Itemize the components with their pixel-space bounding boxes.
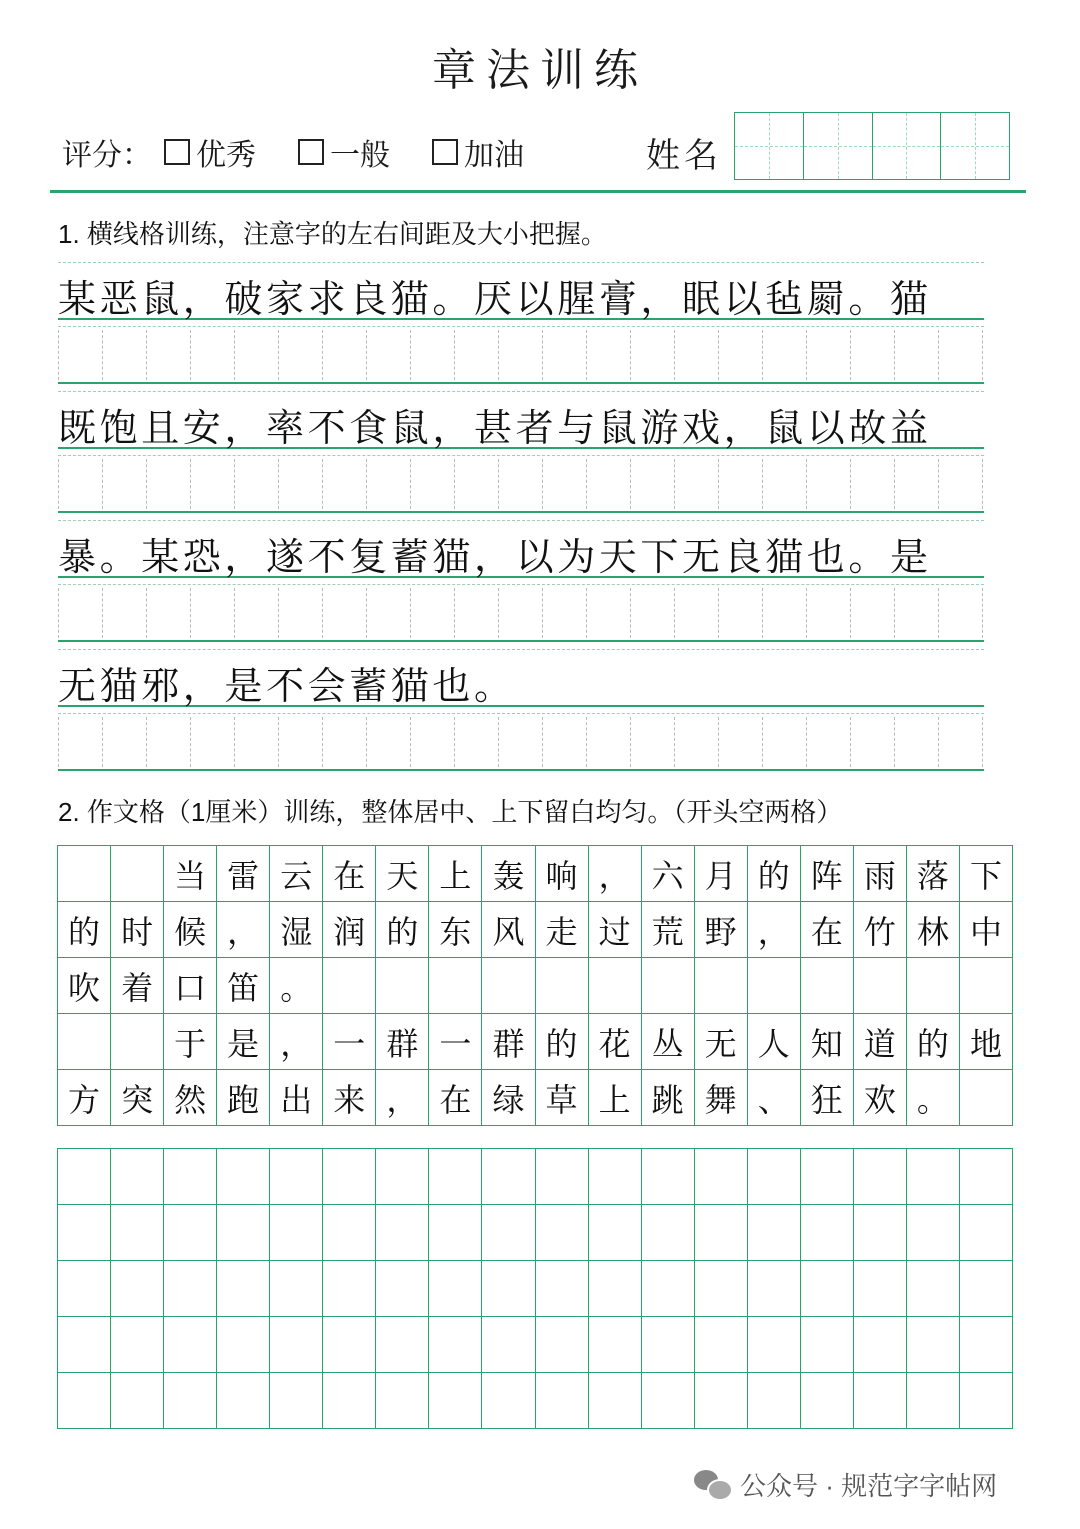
grid-cell-empty[interactable] (960, 1149, 1013, 1205)
grid-cell: 时 (111, 902, 164, 958)
grid-cell-empty[interactable] (536, 1149, 589, 1205)
grid-cell: 出 (270, 1070, 323, 1126)
grid-cell: 笛 (217, 958, 270, 1014)
practice-line-text: 某恶鼠，破家求良猫。厌以腥膏，眠以毡罽。猫 (58, 277, 932, 321)
grid-cell: 月 (695, 846, 748, 902)
grid-cell-empty[interactable] (801, 1317, 854, 1373)
grid-cell: 雷 (217, 846, 270, 902)
grid-cell: 的 (58, 902, 111, 958)
grid-cell (960, 958, 1013, 1014)
grid-cell (589, 958, 642, 1014)
grid-cell: 在 (801, 902, 854, 958)
grid-cell-empty[interactable] (164, 1317, 217, 1373)
grid-cell: 下 (960, 846, 1013, 902)
grid-cell (111, 846, 164, 902)
grid-cell-empty[interactable] (111, 1373, 164, 1429)
grid-cell: 是 (217, 1014, 270, 1070)
grid-cell-empty[interactable] (960, 1317, 1013, 1373)
practice-line-filled (58, 262, 984, 320)
grid-cell: 知 (801, 1014, 854, 1070)
grid-cell: 林 (907, 902, 960, 958)
grid-cell-empty[interactable] (589, 1205, 642, 1261)
practice-line-text: 既饱且安，率不食鼠，甚者与鼠游戏，鼠以故益 (58, 406, 932, 450)
rating-option-label: 一般 (330, 138, 390, 173)
grid-cell-empty[interactable] (429, 1373, 482, 1429)
grid-cell-empty[interactable] (801, 1205, 854, 1261)
composition-grid-empty[interactable] (57, 1148, 1013, 1429)
practice-line-text: 暴。某恐，遂不复蓄猫，以为天下无良猫也。是 (58, 535, 932, 579)
grid-cell-empty[interactable] (536, 1373, 589, 1429)
grid-cell: 雨 (854, 846, 907, 902)
practice-line-filled (58, 391, 984, 449)
grid-cell-empty[interactable] (642, 1317, 695, 1373)
grid-cell-empty[interactable] (164, 1261, 217, 1317)
header-divider (50, 190, 1026, 193)
practice-line-empty[interactable] (58, 326, 984, 384)
grid-cell: 润 (323, 902, 376, 958)
footer-text: 公众号 · 规范字字帖网 (740, 1471, 998, 1501)
grid-cell-empty[interactable] (217, 1373, 270, 1429)
section1-instruction: 1. 横线格训练，注意字的左右间距及大小把握。 (58, 219, 607, 249)
grid-cell-empty[interactable] (376, 1205, 429, 1261)
name-label: 姓名 (646, 136, 722, 176)
grid-cell: 荒 (642, 902, 695, 958)
grid-cell-empty[interactable] (854, 1373, 907, 1429)
grid-cell: 竹 (854, 902, 907, 958)
grid-cell: 阵 (801, 846, 854, 902)
rating-option-excellent[interactable] (164, 130, 256, 174)
grid-cell: 吹 (58, 958, 111, 1014)
grid-cell-empty[interactable] (960, 1205, 1013, 1261)
practice-line-text: 无猫邪，是不会蓄猫也。 (58, 664, 516, 708)
grid-cell (801, 958, 854, 1014)
composition-grid-filled (57, 845, 1013, 1126)
grid-cell: 轰 (482, 846, 535, 902)
grid-cell: 的 (376, 902, 429, 958)
practice-line-filled (58, 520, 984, 578)
grid-cell-empty[interactable] (323, 1261, 376, 1317)
grid-cell-empty[interactable] (642, 1261, 695, 1317)
rating-row (62, 130, 566, 174)
grid-cell: 在 (429, 1070, 482, 1126)
grid-cell-empty[interactable] (748, 1205, 801, 1261)
grid-cell-empty[interactable] (58, 1261, 111, 1317)
grid-cell: 草 (536, 1070, 589, 1126)
name-input-grid[interactable] (734, 112, 1010, 180)
grid-cell: ， (589, 846, 642, 902)
rating-label: 评分： (62, 138, 152, 173)
grid-cell (642, 958, 695, 1014)
grid-cell-empty[interactable] (589, 1261, 642, 1317)
grid-cell-empty[interactable] (482, 1317, 535, 1373)
page-title: 章法训练 (432, 45, 648, 96)
grid-cell: ， (376, 1070, 429, 1126)
grid-cell-empty[interactable] (58, 1149, 111, 1205)
grid-cell: 口 (164, 958, 217, 1014)
grid-cell-empty[interactable] (854, 1205, 907, 1261)
grid-cell-empty[interactable] (270, 1373, 323, 1429)
grid-cell: 、 (748, 1070, 801, 1126)
grid-cell: ， (217, 902, 270, 958)
grid-cell: 跳 (642, 1070, 695, 1126)
grid-cell-empty[interactable] (58, 1373, 111, 1429)
grid-cell: 落 (907, 846, 960, 902)
grid-cell-empty[interactable] (164, 1373, 217, 1429)
grid-cell-empty[interactable] (695, 1149, 748, 1205)
grid-cell-empty[interactable] (960, 1261, 1013, 1317)
footer-watermark (694, 1466, 997, 1503)
grid-cell: 于 (164, 1014, 217, 1070)
grid-cell (695, 958, 748, 1014)
checkbox-average[interactable] (298, 139, 324, 165)
grid-cell-empty[interactable] (695, 1317, 748, 1373)
grid-cell: 地 (960, 1014, 1013, 1070)
grid-cell-empty[interactable] (748, 1317, 801, 1373)
practice-line-empty[interactable] (58, 455, 984, 513)
grid-cell-empty[interactable] (907, 1261, 960, 1317)
grid-cell: 道 (854, 1014, 907, 1070)
grid-cell: 当 (164, 846, 217, 902)
grid-cell (536, 958, 589, 1014)
grid-cell: 舞 (695, 1070, 748, 1126)
grid-cell-empty[interactable] (748, 1149, 801, 1205)
grid-cell: 群 (376, 1014, 429, 1070)
grid-cell-empty[interactable] (164, 1205, 217, 1261)
grid-cell-empty[interactable] (323, 1317, 376, 1373)
grid-cell: 上 (429, 846, 482, 902)
grid-cell-empty[interactable] (323, 1149, 376, 1205)
grid-cell-empty[interactable] (854, 1149, 907, 1205)
grid-cell-empty[interactable] (536, 1317, 589, 1373)
grid-cell-empty[interactable] (270, 1317, 323, 1373)
grid-cell: 风 (482, 902, 535, 958)
grid-cell: ， (270, 1014, 323, 1070)
grid-cell-empty[interactable] (482, 1373, 535, 1429)
grid-cell-empty[interactable] (642, 1205, 695, 1261)
grid-cell-empty[interactable] (270, 1261, 323, 1317)
practice-line-empty[interactable] (58, 584, 984, 642)
grid-cell: 野 (695, 902, 748, 958)
grid-cell: 然 (164, 1070, 217, 1126)
grid-cell: 一 (323, 1014, 376, 1070)
grid-cell: 一 (429, 1014, 482, 1070)
grid-cell: 丛 (642, 1014, 695, 1070)
grid-cell (907, 958, 960, 1014)
grid-cell: 的 (748, 846, 801, 902)
grid-cell-empty[interactable] (164, 1149, 217, 1205)
grid-cell: 六 (642, 846, 695, 902)
grid-cell-empty[interactable] (589, 1317, 642, 1373)
grid-cell-empty[interactable] (482, 1261, 535, 1317)
grid-cell: 群 (482, 1014, 535, 1070)
grid-cell-empty[interactable] (376, 1373, 429, 1429)
grid-cell: 花 (589, 1014, 642, 1070)
grid-cell-empty[interactable] (907, 1373, 960, 1429)
grid-cell-empty[interactable] (376, 1317, 429, 1373)
grid-cell-empty[interactable] (429, 1317, 482, 1373)
grid-cell: 候 (164, 902, 217, 958)
grid-cell-empty[interactable] (695, 1261, 748, 1317)
grid-cell-empty[interactable] (536, 1205, 589, 1261)
practice-line-filled (58, 649, 984, 707)
grid-cell: 人 (748, 1014, 801, 1070)
grid-cell-empty[interactable] (429, 1261, 482, 1317)
grid-cell-empty[interactable] (695, 1205, 748, 1261)
grid-cell-empty[interactable] (270, 1149, 323, 1205)
grid-cell: 方 (58, 1070, 111, 1126)
grid-cell-empty[interactable] (801, 1149, 854, 1205)
grid-cell-empty[interactable] (907, 1317, 960, 1373)
grid-cell: 过 (589, 902, 642, 958)
grid-cell-empty[interactable] (58, 1317, 111, 1373)
grid-cell: 。 (907, 1070, 960, 1126)
grid-cell: 。 (270, 958, 323, 1014)
grid-cell-empty[interactable] (536, 1261, 589, 1317)
grid-cell-empty[interactable] (111, 1317, 164, 1373)
grid-cell-empty[interactable] (376, 1261, 429, 1317)
grid-cell (854, 958, 907, 1014)
grid-cell-empty[interactable] (376, 1149, 429, 1205)
grid-cell: 的 (907, 1014, 960, 1070)
grid-cell-empty[interactable] (854, 1317, 907, 1373)
grid-cell-empty[interactable] (217, 1317, 270, 1373)
grid-cell-empty[interactable] (854, 1261, 907, 1317)
grid-cell: 东 (429, 902, 482, 958)
grid-cell (376, 958, 429, 1014)
grid-cell-empty[interactable] (429, 1205, 482, 1261)
grid-cell: 在 (323, 846, 376, 902)
grid-cell: 来 (323, 1070, 376, 1126)
grid-cell-empty[interactable] (748, 1373, 801, 1429)
grid-cell-empty[interactable] (748, 1261, 801, 1317)
grid-cell-empty[interactable] (482, 1205, 535, 1261)
grid-cell (482, 958, 535, 1014)
grid-cell: 突 (111, 1070, 164, 1126)
grid-cell: 欢 (854, 1070, 907, 1126)
grid-cell: 云 (270, 846, 323, 902)
grid-cell-empty[interactable] (801, 1261, 854, 1317)
grid-cell: 响 (536, 846, 589, 902)
grid-cell-empty[interactable] (642, 1149, 695, 1205)
grid-cell-empty[interactable] (642, 1373, 695, 1429)
grid-cell-empty[interactable] (217, 1149, 270, 1205)
grid-cell-empty[interactable] (907, 1149, 960, 1205)
grid-cell: 无 (695, 1014, 748, 1070)
grid-cell (111, 1014, 164, 1070)
grid-cell-empty[interactable] (323, 1373, 376, 1429)
grid-cell-empty[interactable] (589, 1149, 642, 1205)
wechat-icon (694, 1470, 732, 1500)
grid-cell: 湿 (270, 902, 323, 958)
grid-cell-empty[interactable] (111, 1149, 164, 1205)
grid-cell-empty[interactable] (217, 1261, 270, 1317)
grid-cell: 着 (111, 958, 164, 1014)
grid-cell: 的 (536, 1014, 589, 1070)
grid-cell: 中 (960, 902, 1013, 958)
grid-cell (58, 846, 111, 902)
grid-cell-empty[interactable] (960, 1373, 1013, 1429)
grid-cell: 跑 (217, 1070, 270, 1126)
grid-cell-empty[interactable] (58, 1205, 111, 1261)
checkbox-excellent[interactable] (164, 139, 190, 165)
grid-cell-empty[interactable] (429, 1149, 482, 1205)
rating-option-encourage[interactable] (432, 130, 524, 174)
section2-instruction: 2. 作文格（1厘米）训练，整体居中、上下留白均匀。（开头空两格） (58, 797, 843, 827)
grid-cell (748, 958, 801, 1014)
grid-cell-empty[interactable] (323, 1205, 376, 1261)
grid-cell-empty[interactable] (270, 1205, 323, 1261)
practice-line-empty[interactable] (58, 713, 984, 771)
grid-cell-empty[interactable] (695, 1373, 748, 1429)
grid-cell-empty[interactable] (111, 1205, 164, 1261)
grid-cell: 绿 (482, 1070, 535, 1126)
grid-cell (429, 958, 482, 1014)
grid-cell: 狂 (801, 1070, 854, 1126)
rating-option-label: 加油 (464, 138, 524, 173)
grid-cell (323, 958, 376, 1014)
grid-cell (960, 1070, 1013, 1126)
grid-cell (58, 1014, 111, 1070)
grid-cell: ， (748, 902, 801, 958)
grid-cell: 天 (376, 846, 429, 902)
grid-cell-empty[interactable] (482, 1149, 535, 1205)
grid-cell-empty[interactable] (907, 1205, 960, 1261)
grid-cell-empty[interactable] (111, 1261, 164, 1317)
grid-cell-empty[interactable] (801, 1373, 854, 1429)
grid-cell: 走 (536, 902, 589, 958)
checkbox-encourage[interactable] (432, 139, 458, 165)
grid-cell: 上 (589, 1070, 642, 1126)
rating-option-average[interactable] (298, 130, 390, 174)
rating-option-label: 优秀 (196, 138, 256, 173)
grid-cell-empty[interactable] (217, 1205, 270, 1261)
grid-cell-empty[interactable] (589, 1373, 642, 1429)
